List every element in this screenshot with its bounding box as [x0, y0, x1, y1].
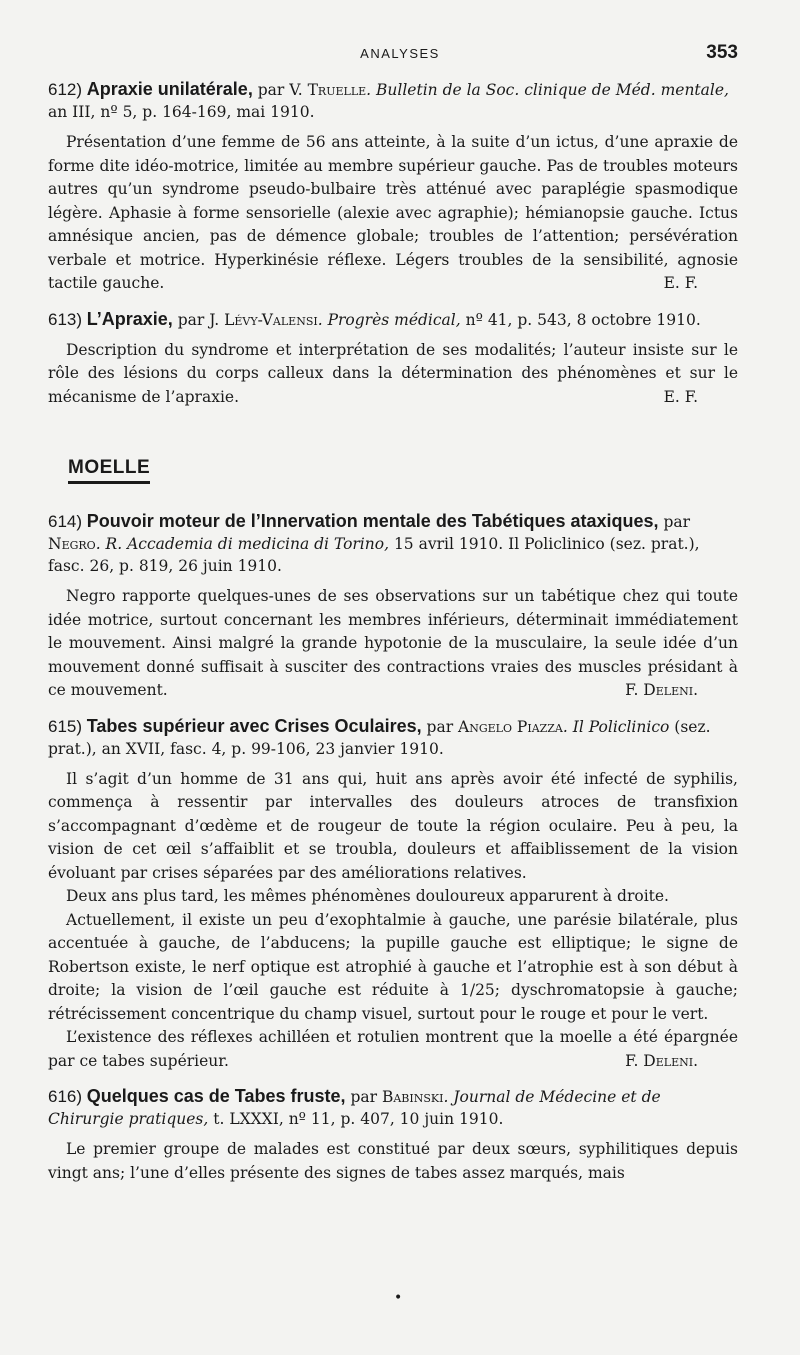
article-paragraph: Il s’agit d’un homme de 31 ans qui, huit ans après avoir été infecté de syphilis, commença à ressentir par intervalles des douleurs atroces de transfixion s’accompagnant d’œdème et de rougeur de toute la région oculaire. Peu à peu, la vision de cet œil s’affaiblit et se troubla, douleurs et affaiblissement de la vision évoluant par crises séparées par des améliorations relatives.: [48, 769, 738, 882]
article-signature: F. Deleni.: [625, 681, 698, 699]
article: [48, 510, 738, 703]
article-author: Angelo Piazza: [458, 717, 563, 736]
article-number: 612): [48, 80, 87, 99]
section-heading-wrap: [48, 421, 738, 510]
article-number: 615): [48, 716, 87, 736]
footer-mark: •: [394, 1290, 403, 1306]
article: [48, 308, 738, 410]
article-heading: [48, 1085, 738, 1130]
article-reference: (sez. prat.), an XVII, fasc. 4, p. 99-106, 23 janvier 1910.: [48, 717, 711, 758]
article-paragraph: Présentation d’une femme de 56 ans atteinte, à la suite d’un ictus, d’une apraxie de forme dite idéo-motrice, limitée au membre supérieur gauche. Pas de troubles moteurs autres qu’un syndrome pseudo-bulbaire très atténué avec paraplégie spasmodique légère. Aphasie à forme sensorielle (alexie avec agraphie); hémianopsie gauche. Ictus amnésique ancien, pas de démence globale; troubles de l’attention; persévération verbale et motrice. Hyperkinésie réflexe. Légers troubles de la sensibilité, agnosie tactile gauche. E. F.: [48, 131, 738, 296]
article-source: . Journal de Médecine et de Chirurgie pratiques,: [48, 1088, 661, 1128]
article-reference: t. LXXXI, nº 11, p. 407, 10 juin 1910.: [208, 1110, 504, 1128]
article-heading: [48, 715, 738, 760]
article-paragraph: Le premier groupe de malades est constitué par deux sœurs, syphilitiques depuis vingt ans; l’une d’elles présente des signes de tabes assez marqués, mais: [48, 1140, 738, 1182]
page-content: [48, 78, 738, 1197]
article-by: par: [421, 717, 459, 736]
article-title: Tabes supérieur avec Crises Oculaires,: [86, 715, 422, 736]
article-author: Truelle: [307, 81, 367, 99]
article-signature: E. F.: [663, 387, 698, 406]
article-number: 616): [48, 1087, 87, 1106]
article-source: . Bulletin de la Soc. clinique de Méd. mentale,: [366, 81, 729, 99]
article-by: par: [345, 1088, 382, 1106]
article-by: par V.: [252, 81, 308, 99]
article-author: Lévy-Valensi: [224, 310, 318, 329]
article: [48, 1085, 738, 1185]
article-signature: F. Deleni.: [625, 1051, 698, 1070]
article-number: 614): [48, 512, 87, 531]
article-source: . R. Accademia di medicina di Torino,: [95, 535, 390, 553]
article-paragraph: L’existence des réflexes achilléen et rotulien montrent que la moelle a été épargnée par ce tabes supérieur. F. Deleni.: [48, 1026, 738, 1073]
articles-top: [48, 78, 738, 409]
article-reference: an III, nº 5, p. 164-169, mai 1910.: [48, 103, 315, 121]
article-title: L’Apraxie,: [86, 308, 173, 329]
article-title: Pouvoir moteur de l’Innervation mentale des Tabétiques ataxiques,: [86, 511, 659, 531]
article-paragraph: Negro rapporte quelques-unes de ses observations sur un tabétique chez qui toute idée motrice, surtout concernant les membres inférieurs, déterminait immédiatement le mouvement. Ainsi malgré la grande hypotonie de la musculaire, la seule idée d’un mouvement donné suffisait à susciter des contractions vraies des muscles présidant à ce mouvement. F. Deleni.: [48, 585, 738, 703]
article-heading: [48, 78, 738, 123]
article-author: Negro: [48, 535, 96, 553]
running-head: ANALYSES: [360, 46, 440, 61]
article-by: par: [658, 513, 691, 531]
article-heading: [48, 510, 738, 577]
article-reference: 15 avril 1910. Il Policlinico (sez. prat.), fasc. 26, p. 819, 26 juin 1910.: [48, 535, 700, 575]
page-number: 353: [706, 42, 738, 63]
articles-bottom: [48, 510, 738, 1185]
article-signature: E. F.: [663, 274, 698, 292]
section-title: MOELLE: [68, 457, 150, 484]
article-by: par J.: [172, 310, 225, 329]
article: [48, 78, 738, 296]
article-number: 613): [48, 309, 87, 329]
article-title: Apraxie unilatérale,: [86, 79, 253, 99]
page-header: [0, 42, 800, 72]
article: [48, 715, 738, 1074]
article-source: . Progrès médical,: [317, 310, 461, 329]
article-reference: nº 41, p. 543, 8 octobre 1910.: [460, 310, 701, 329]
article-source: . Il Policlinico: [562, 717, 670, 736]
article-heading: [48, 308, 738, 331]
article-paragraph: Actuellement, il existe un peu d’exophtalmie à gauche, une parésie bilatérale, plus accentuée à gauche, de l’abducens; la pupille gauche est elliptique; le signe de Robertson existe, le nerf optique est atrophié à gauche et l’atrophie est à son début à droite; la vision de l’œil gauche est réduite à 1/25; dyschromatopsie à gauche; rétrécissement concentrique du champ visuel, surtout pour le rouge et pour le vert.: [48, 910, 738, 1023]
article-title: Quelques cas de Tabes fruste,: [86, 1086, 346, 1106]
article-author: Babinski: [381, 1088, 444, 1106]
article-paragraph: Deux ans plus tard, les mêmes phénomènes douloureux apparurent à droite.: [66, 887, 669, 905]
article-paragraph: Description du syndrome et interprétation de ses modalités; l’auteur insiste sur le rôle des lésions du corps calleux dans la détermination des phénomènes et sur le mécanisme de l’apraxie. E. F.: [48, 339, 738, 410]
